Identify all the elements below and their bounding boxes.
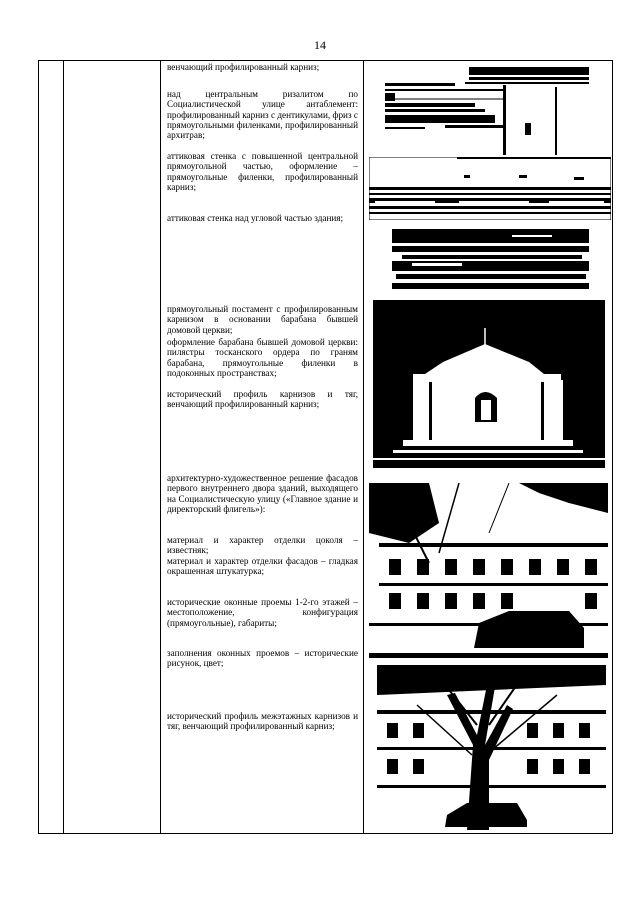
text-attic-wall-central: аттиковая стенка с повышенной центральной прямоугольной частью, оформление – прямоугольные филенки, профилированный карниз;: [167, 151, 358, 192]
text-drum-decoration: оформление барабана бывшей домовой церкви: пилястры тосканского ордера по граням барабана, прямоугольные филенки в подоконных пространствах;: [167, 337, 358, 378]
photo-church-drum: [373, 300, 605, 468]
text-window-fillings: заполнения оконных проемов – исторические рисунок, цвет;: [167, 648, 358, 669]
photo-entablature: [385, 63, 591, 155]
text-entablature: над центральным ризалитом по Социалистической улице антаблемент: профилированный карниз с дентикулами, фриз с прямоугольными филенками, профилированный архитрав;: [167, 89, 358, 141]
page-number: 14: [314, 38, 326, 52]
table-column-divider: [63, 61, 64, 833]
text-crowning-cornice: венчающий профилированный карниз;: [167, 62, 320, 72]
text-facade-finish: материал и характер отделки фасадов – гладкая окрашенная штукатурка;: [167, 556, 358, 577]
table-column-divider: [160, 61, 161, 833]
photo-attic-wall: [369, 157, 611, 220]
text-pedestal: прямоугольный постамент с профилированным карнизом в основании барабана бывшей домовой церкви;: [167, 304, 358, 335]
text-courtyard-facades: архитектурно-художественное решение фасадов первого внутреннего двора зданий, выходящего на Социалистическую улицу («Главное здание и директорский флигель»):: [167, 473, 358, 514]
text-plinth-material: материал и характер отделки цоколя – известняк;: [167, 535, 358, 556]
text-attic-wall-corner: аттиковая стенка над угловой частью здания;: [167, 213, 344, 223]
text-cornice-profile: исторический профиль карнизов и тяг, венчающий профилированный карниз;: [167, 389, 358, 410]
text-window-openings: исторические оконные проемы 1-2-го этажей – местоположение, конфигурация (прямоугольные), габариты;: [167, 597, 358, 628]
text-interfloor-cornices: исторический профиль межэтажных карнизов и тяг, венчающий профилированный карниз;: [167, 711, 358, 732]
table-column-divider: [363, 61, 364, 833]
photo-courtyard-1: [369, 483, 608, 658]
photo-courtyard-2: [377, 665, 606, 830]
photo-corner-attic: [392, 227, 589, 291]
